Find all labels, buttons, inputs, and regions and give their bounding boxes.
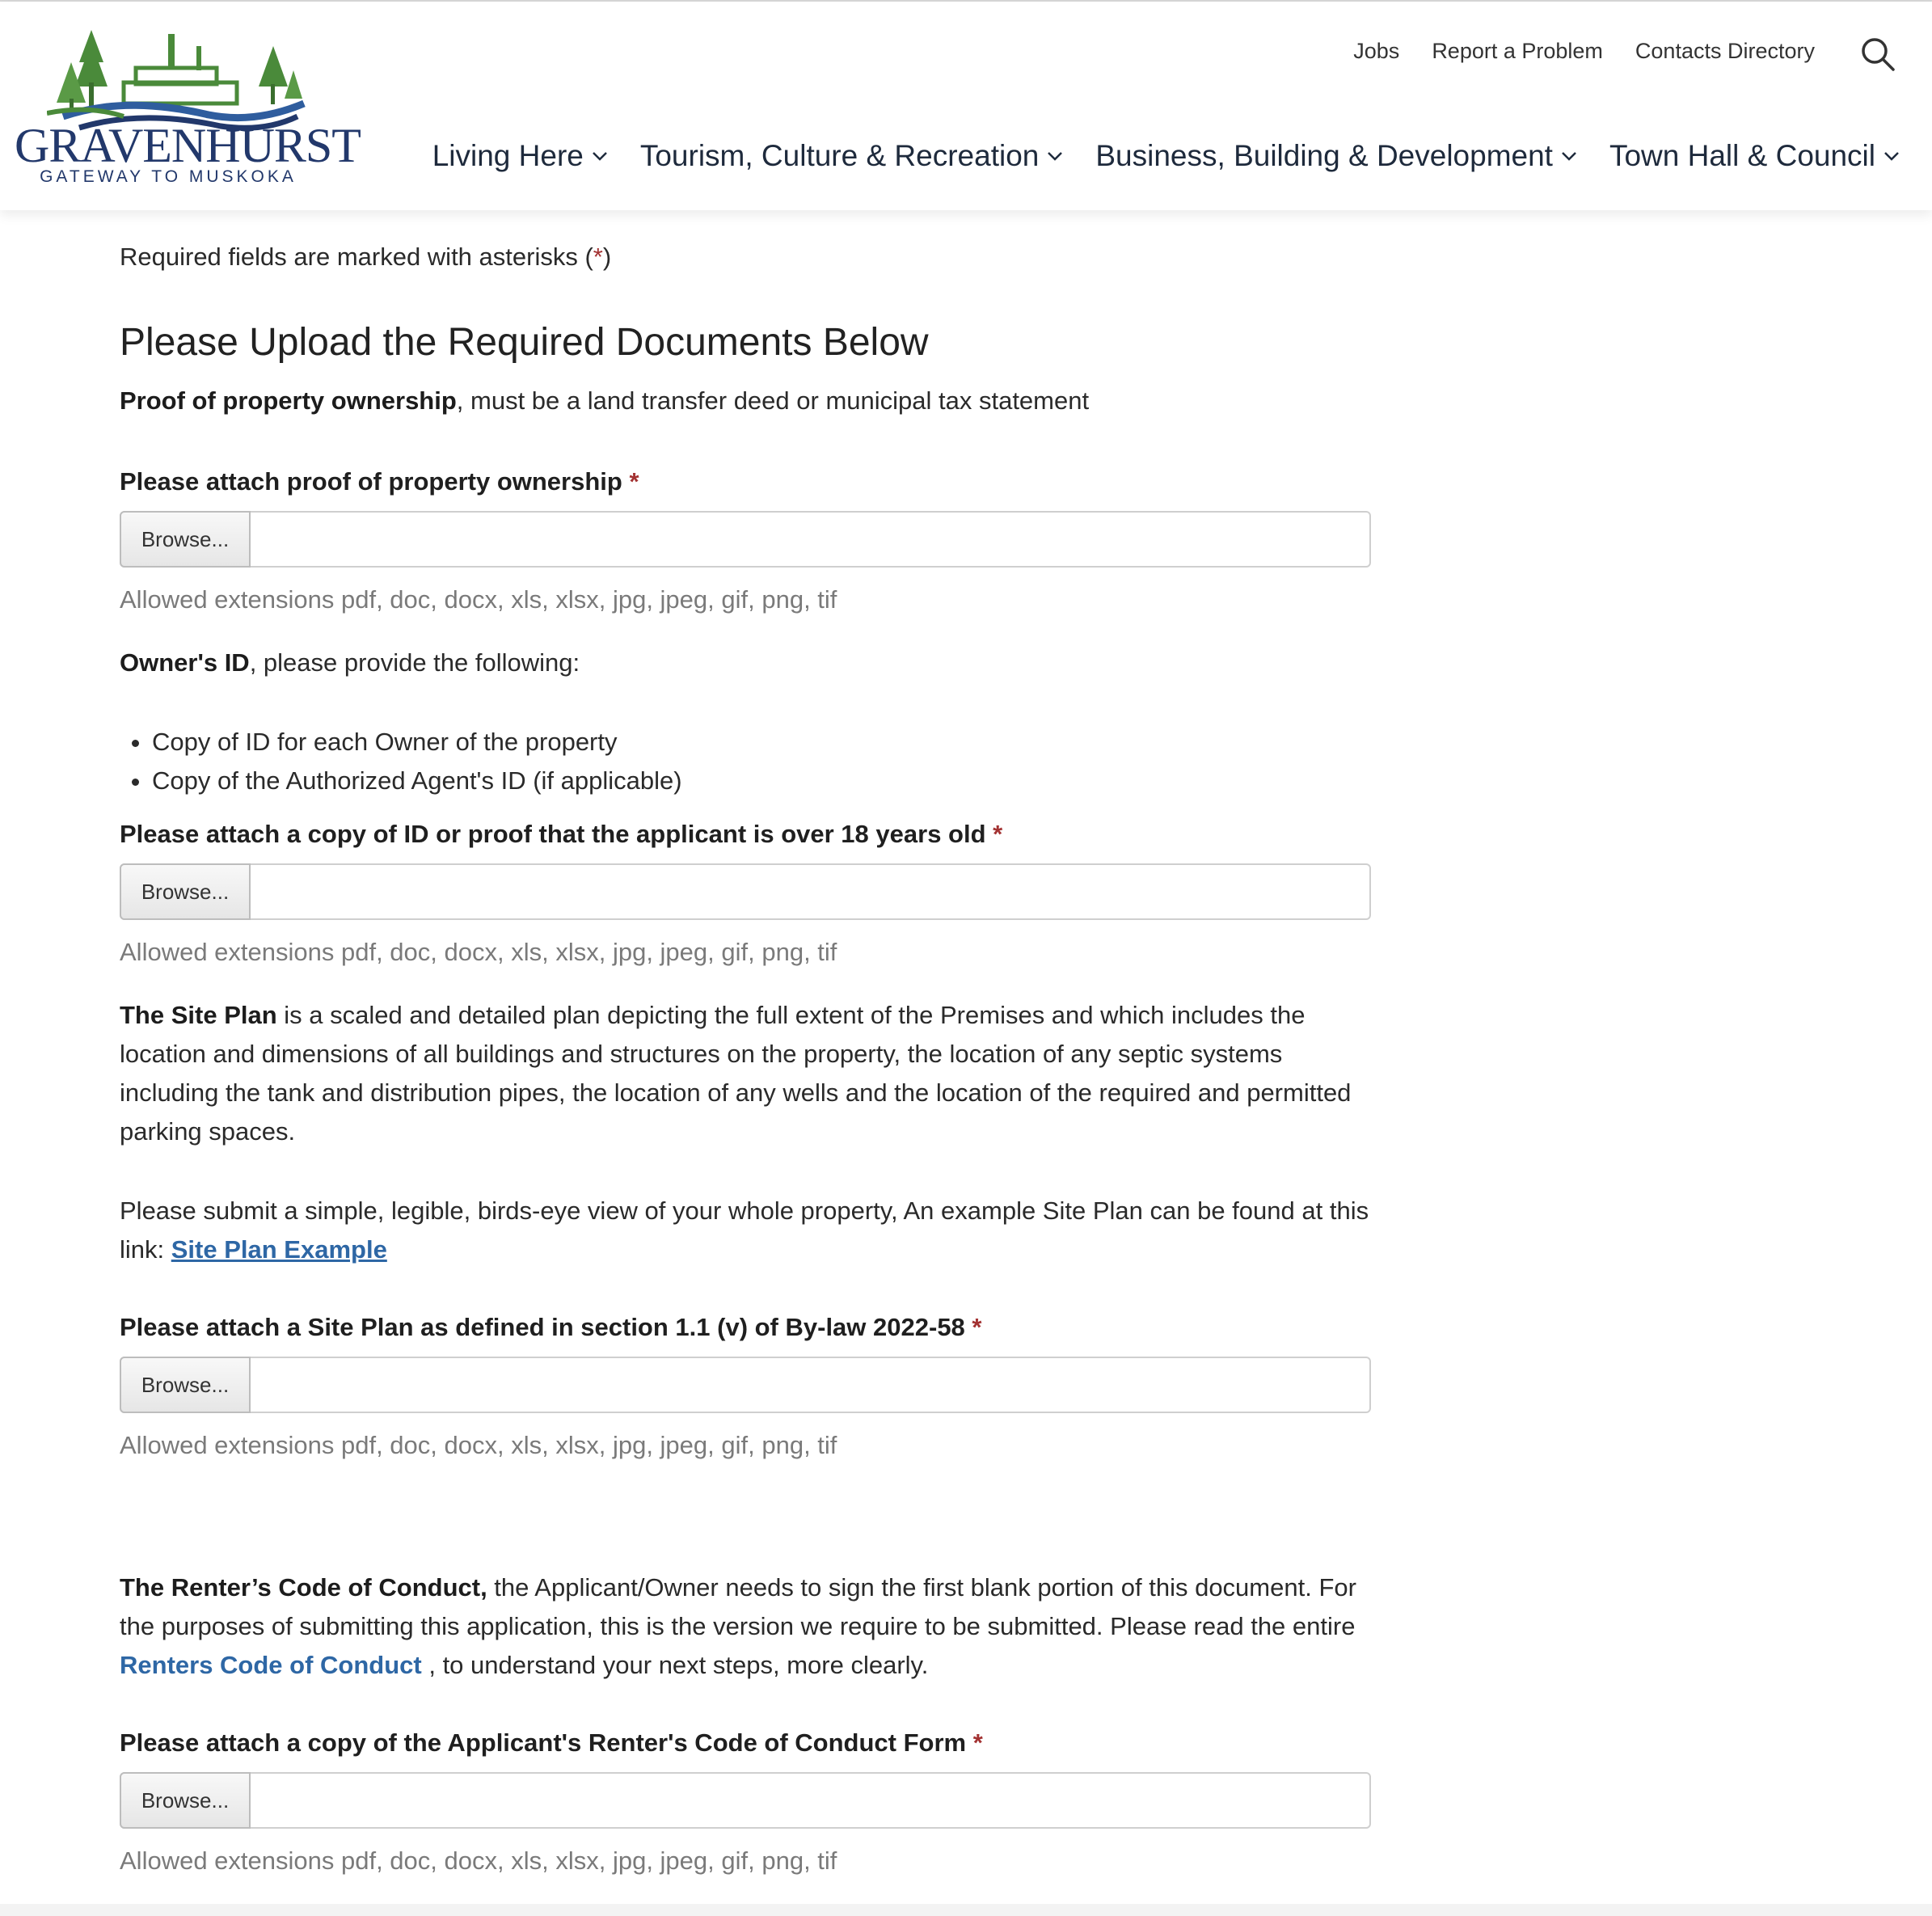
owner-id-bold: Owner's ID bbox=[120, 648, 250, 677]
field-label-text: Please attach a copy of ID or proof that the applicant is over 18 years old bbox=[120, 820, 986, 848]
required-note-end: ) bbox=[602, 243, 612, 271]
browse-button[interactable]: Browse... bbox=[120, 511, 251, 568]
ownership-file-input[interactable] bbox=[120, 511, 1371, 568]
logo-tagline: GATEWAY TO MUSKOKA bbox=[40, 167, 297, 186]
renters-code-link[interactable]: Renters Code of Conduct bbox=[120, 1651, 422, 1679]
utility-link-contacts-directory[interactable]: Contacts Directory bbox=[1635, 39, 1815, 63]
utility-link-report-a-problem[interactable]: Report a Problem bbox=[1432, 39, 1603, 63]
required-star: * bbox=[972, 1728, 983, 1757]
nav-item-town-hall[interactable] bbox=[1609, 139, 1900, 173]
required-star: * bbox=[972, 1313, 982, 1341]
chevron-down-icon bbox=[1883, 150, 1900, 162]
allowed-extensions-hint: Allowed extensions pdf, doc, docx, xls, xlsx, jpg, jpeg, gif, png, tif bbox=[120, 1846, 837, 1875]
site-plan-text: is a scaled and detailed plan depicting the full extent of the Premises and which includes the location and dimensions of all buildings and structures on the property, the location of any septic systems including the tank and distribution pipes, the location of any wells and the location of the required and permitted parking spaces. bbox=[120, 1001, 1352, 1146]
utility-nav bbox=[1353, 39, 1815, 64]
owner-id-list bbox=[120, 723, 682, 800]
browse-button[interactable]: Browse... bbox=[120, 1772, 251, 1829]
renters-code-description bbox=[120, 1568, 1373, 1685]
owner-id-text: , please provide the following: bbox=[249, 648, 580, 677]
utility-link-jobs[interactable]: Jobs bbox=[1353, 39, 1400, 63]
field-label-text: Please attach proof of property ownership bbox=[120, 467, 622, 496]
renters-code-upload-label bbox=[120, 1728, 983, 1758]
nav-item-label: Town Hall & Council bbox=[1609, 139, 1875, 172]
renters-code-bold: The Renter’s Code of Conduct, bbox=[120, 1573, 487, 1602]
site-plan-file-input[interactable] bbox=[120, 1357, 1371, 1413]
allowed-extensions-hint: Allowed extensions pdf, doc, docx, xls, xlsx, jpg, jpeg, gif, png, tif bbox=[120, 938, 837, 966]
site-plan-description bbox=[120, 996, 1373, 1151]
ownership-upload-label bbox=[120, 467, 639, 496]
site-header bbox=[0, 2, 1932, 210]
nav-item-tourism[interactable] bbox=[640, 139, 1064, 173]
field-label-text: Please attach a copy of the Applicant's Renter's Code of Conduct Form bbox=[120, 1728, 967, 1757]
nav-item-living-here[interactable] bbox=[432, 139, 608, 173]
search-icon bbox=[1859, 36, 1896, 73]
site-plan-submit bbox=[120, 1192, 1373, 1269]
required-star: * bbox=[629, 467, 639, 496]
chevron-down-icon bbox=[592, 150, 608, 162]
browse-button[interactable]: Browse... bbox=[120, 1357, 251, 1413]
chevron-down-icon bbox=[1561, 150, 1577, 162]
page-title: Please Upload the Required Documents Below bbox=[120, 321, 929, 364]
allowed-extensions-hint: Allowed extensions pdf, doc, docx, xls, xlsx, jpg, jpeg, gif, png, tif bbox=[120, 1431, 837, 1459]
owner-id-intro bbox=[120, 644, 1373, 682]
renters-code-file-input[interactable] bbox=[120, 1772, 1371, 1829]
required-note bbox=[120, 243, 611, 272]
ownership-intro bbox=[120, 382, 1373, 420]
nav-item-label: Business, Building & Development bbox=[1095, 139, 1553, 172]
gravenhurst-logo[interactable] bbox=[15, 26, 361, 188]
site-plan-bold: The Site Plan bbox=[120, 1001, 277, 1029]
site-plan-upload-label bbox=[120, 1313, 982, 1342]
renters-code-end: , to understand your next steps, more clearly. bbox=[421, 1651, 929, 1679]
logo-name: GRAVENHURST bbox=[15, 119, 361, 172]
nav-item-business[interactable] bbox=[1095, 139, 1577, 173]
ownership-intro-bold: Proof of property ownership bbox=[120, 386, 457, 415]
nav-item-label: Tourism, Culture & Recreation bbox=[639, 139, 1040, 172]
site-plan-submit-text: Please submit a simple, legible, birds-eye view of your whole property, An example Site Plan can be found at this link: bbox=[120, 1196, 1369, 1264]
logo-landscape-icon bbox=[47, 26, 306, 131]
renters-code-text: the Applicant/Owner needs to sign the first blank portion of this document. For the purposes of submitting this application, this is the version we require to be submitted. Please read the entire bbox=[120, 1573, 1356, 1640]
nav-item-label: Living Here bbox=[432, 139, 584, 172]
chevron-down-icon bbox=[1047, 150, 1063, 162]
required-note-text: Required fields are marked with asterisks ( bbox=[120, 243, 593, 271]
id-upload-label bbox=[120, 820, 1002, 849]
list-item: • Copy of ID for each Owner of the property bbox=[152, 723, 682, 762]
id-file-input[interactable] bbox=[120, 863, 1371, 920]
required-star: * bbox=[593, 243, 603, 271]
required-star: * bbox=[993, 820, 1003, 848]
ownership-intro-text: , must be a land transfer deed or municipal tax statement bbox=[456, 386, 1090, 415]
allowed-extensions-hint: Allowed extensions pdf, doc, docx, xls, xlsx, jpg, jpeg, gif, png, tif bbox=[120, 585, 837, 614]
list-item: • Copy of the Authorized Agent's ID (if applicable) bbox=[152, 762, 682, 800]
main-nav bbox=[432, 139, 1900, 173]
site-plan-example-link[interactable]: Site Plan Example bbox=[171, 1235, 387, 1264]
search-button[interactable] bbox=[1859, 36, 1896, 73]
bottom-edge bbox=[0, 1904, 1932, 1916]
field-label-text: Please attach a Site Plan as defined in section 1.1 (v) of By-law 2022-58 bbox=[120, 1313, 965, 1341]
browse-button[interactable]: Browse... bbox=[120, 863, 251, 920]
